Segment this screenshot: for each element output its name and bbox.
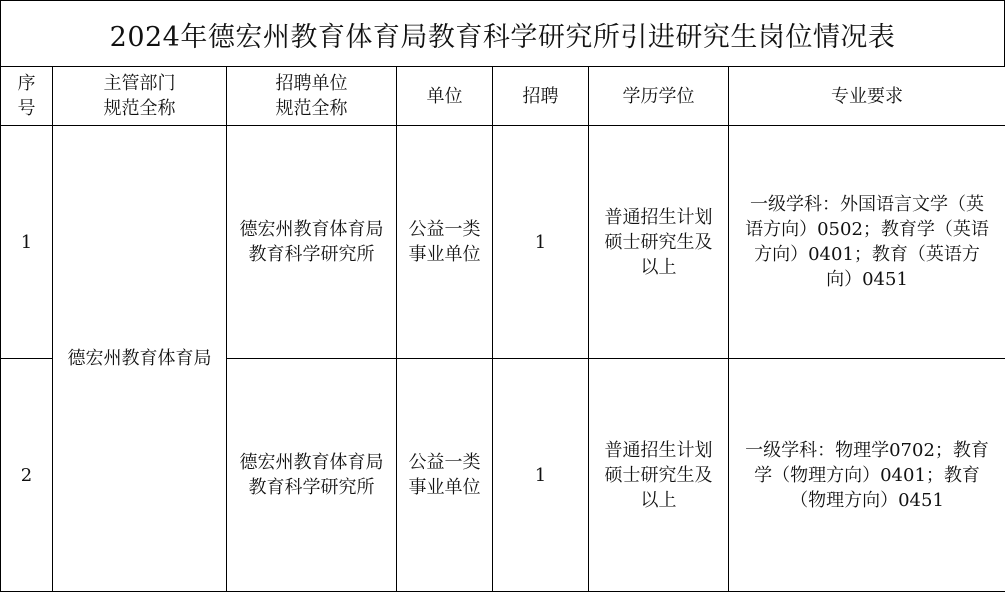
cell-count: 1	[493, 359, 589, 592]
cell-unit-name: 德宏州教育体育局 教育科学研究所	[227, 359, 397, 592]
header-unit-name: 招聘单位 规范全称	[227, 67, 397, 126]
header-unit-type: 单位	[397, 67, 493, 126]
cell-unit-type: 公益一类 事业单位	[397, 126, 493, 359]
cell-unit-name: 德宏州教育体育局 教育科学研究所	[227, 126, 397, 359]
table-title: 2024年德宏州教育体育局教育科学研究所引进研究生岗位情况表	[0, 0, 1005, 67]
cell-seq: 1	[1, 126, 53, 359]
header-seq: 序 号	[1, 67, 53, 126]
cell-education: 普通招生计划 硕士研究生及 以上	[589, 359, 729, 592]
header-dept: 主管部门 规范全称	[53, 67, 227, 126]
cell-dept-shared: 德宏州教育体育局	[53, 126, 227, 592]
cell-count: 1	[493, 126, 589, 359]
cell-unit-type: 公益一类 事业单位	[397, 359, 493, 592]
cell-major: 一级学科：外国语言文学（英 语方向）0502；教育学（英语 方向）0401；教育（英语方 向）0451	[729, 126, 1005, 359]
header-count: 招聘	[493, 67, 589, 126]
cell-education: 普通招生计划 硕士研究生及 以上	[589, 126, 729, 359]
cell-seq: 2	[1, 359, 53, 592]
header-education: 学历学位	[589, 67, 729, 126]
cell-major: 一级学科：物理学0702；教育 学（物理方向）0401；教育 （物理方向）0451	[729, 359, 1005, 592]
header-row	[1, 67, 1005, 126]
positions-table	[0, 66, 1005, 592]
header-major: 专业要求	[729, 67, 1005, 126]
table-row	[1, 126, 1005, 359]
